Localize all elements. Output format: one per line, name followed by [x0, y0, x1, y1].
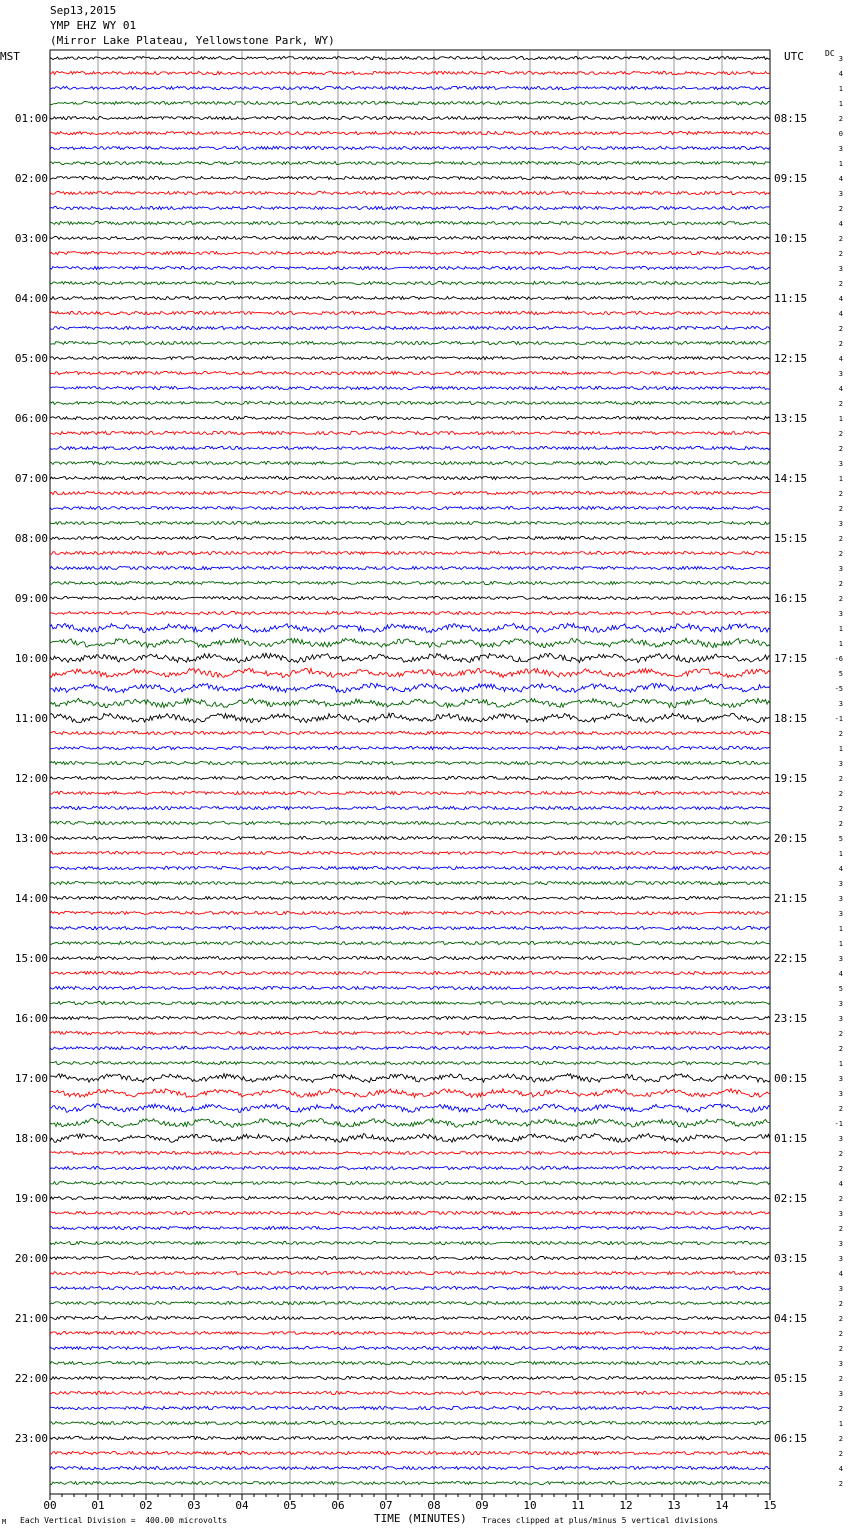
dc-offset-label: 3 [838, 190, 843, 198]
seismic-trace [50, 416, 770, 419]
dc-offset-label: 2 [838, 250, 843, 258]
left-hour-label: 12:00 [14, 772, 48, 785]
seismic-trace [50, 791, 770, 794]
dc-offset-label: 3 [838, 1135, 843, 1143]
seismic-trace [50, 101, 770, 104]
dc-offset-label: 3 [838, 760, 843, 768]
dc-offset-label: 2 [838, 1165, 843, 1173]
seismic-trace [50, 71, 770, 74]
left-hour-label: 10:00 [14, 652, 48, 665]
chart-header-location: (Mirror Lake Plateau, Yellowstone Park, WY) [50, 34, 335, 47]
seismic-trace [50, 176, 770, 179]
dc-offset-label: 2 [838, 730, 843, 738]
seismic-trace [50, 1061, 770, 1064]
dc-offset-label: 2 [838, 1375, 843, 1383]
right-hour-label: 15:15 [774, 532, 808, 545]
seismic-trace [50, 506, 770, 509]
seismic-trace [50, 536, 770, 539]
dc-offset-label: 1 [838, 940, 843, 948]
dc-offset-label: 2 [838, 1435, 843, 1443]
dc-offset-label: 3 [838, 610, 843, 618]
left-hour-label: 04:00 [14, 292, 48, 305]
seismic-trace [50, 1406, 770, 1409]
seismic-trace [50, 698, 770, 707]
dc-offset-label: 3 [838, 1285, 843, 1293]
seismic-trace [50, 476, 770, 479]
x-tick-label: 13 [667, 1499, 681, 1512]
left-hour-label: 21:00 [14, 1312, 48, 1325]
right-hour-label: 05:15 [774, 1372, 808, 1385]
dc-offset-label: 2 [838, 790, 843, 798]
dc-offset-label: 2 [838, 235, 843, 243]
right-hour-label: 08:15 [774, 112, 808, 125]
dc-offset-label: 2 [838, 1150, 843, 1158]
seismic-trace [50, 1016, 770, 1019]
seismic-trace [50, 776, 770, 779]
seismic-trace [50, 1346, 770, 1349]
dc-offset-label: 1 [838, 625, 843, 633]
dc-offset-label: 1 [838, 745, 843, 753]
right-hour-label: 18:15 [774, 712, 808, 725]
seismic-trace [50, 401, 770, 404]
left-hour-label: 22:00 [14, 1372, 48, 1385]
seismic-trace [50, 611, 770, 614]
seismic-trace [50, 521, 770, 524]
dc-offset-label: 3 [838, 1210, 843, 1218]
right-hour-label: 06:15 [774, 1432, 808, 1445]
left-timezone-label: MST [0, 50, 20, 63]
dc-offset-label: 2 [838, 1300, 843, 1308]
seismic-trace [50, 161, 770, 164]
dc-offset-label: 3 [838, 370, 843, 378]
dc-offset-label: 3 [838, 1090, 843, 1098]
dc-offset-label: 2 [838, 340, 843, 348]
left-hour-label: 13:00 [14, 832, 48, 845]
seismic-trace [50, 653, 770, 662]
dc-offset-label: 3 [838, 520, 843, 528]
dc-offset-label: 2 [838, 775, 843, 783]
left-hour-label: 11:00 [14, 712, 48, 725]
seismic-trace [50, 596, 770, 599]
dc-offset-label: -1 [834, 1120, 843, 1128]
left-hour-label: 09:00 [14, 592, 48, 605]
dc-offset-label: 2 [838, 1030, 843, 1038]
seismic-trace [50, 806, 770, 809]
dc-offset-label: 2 [838, 580, 843, 588]
seismic-trace [50, 941, 770, 944]
seismic-trace [50, 986, 770, 989]
dc-offset-label: 3 [838, 1360, 843, 1368]
seismic-trace [50, 731, 770, 734]
dc-offset-label: 2 [838, 400, 843, 408]
seismic-trace [50, 146, 770, 149]
seismic-trace [50, 131, 770, 134]
dc-offset-label: 2 [838, 1450, 843, 1458]
dc-offset-label: 4 [838, 1465, 843, 1473]
dc-offset-label: 2 [838, 1045, 843, 1053]
right-hour-label: 00:15 [774, 1072, 808, 1085]
dc-offset-label: 4 [838, 970, 843, 978]
dc-offset-label: 4 [838, 1270, 843, 1278]
right-hour-label: 11:15 [774, 292, 808, 305]
corner-mark: M [2, 1518, 7, 1526]
dc-offset-label: 3 [838, 1390, 843, 1398]
dc-offset-label: 2 [838, 1345, 843, 1353]
right-hour-label: 23:15 [774, 1012, 808, 1025]
dc-offset-label: 2 [838, 1105, 843, 1113]
seismic-trace [50, 491, 770, 494]
seismic-trace [50, 1119, 770, 1128]
seismic-trace [50, 971, 770, 974]
dc-offset-label: 4 [838, 310, 843, 318]
left-hour-label: 16:00 [14, 1012, 48, 1025]
right-hour-label: 09:15 [774, 172, 808, 185]
dc-offset-label: 3 [838, 880, 843, 888]
dc-offset-label: 3 [838, 895, 843, 903]
seismic-trace [50, 371, 770, 374]
right-hour-label: 13:15 [774, 412, 808, 425]
left-hour-label: 08:00 [14, 532, 48, 545]
x-tick-label: 00 [43, 1499, 57, 1512]
dc-offset-label: 4 [838, 295, 843, 303]
seismic-trace [50, 386, 770, 389]
seismic-trace [50, 116, 770, 119]
seismic-trace [50, 638, 770, 647]
seismic-trace [50, 551, 770, 554]
dc-offset-label: 2 [838, 205, 843, 213]
dc-offset-label: 3 [838, 700, 843, 708]
dc-offset-label: 2 [838, 595, 843, 603]
x-tick-label: 08 [427, 1499, 441, 1512]
x-tick-label: 14 [715, 1499, 729, 1512]
dc-offset-label: 4 [838, 385, 843, 393]
seismic-trace [50, 86, 770, 89]
x-tick-label: 01 [91, 1499, 105, 1512]
dc-offset-label: 1 [838, 100, 843, 108]
seismic-trace [50, 1196, 770, 1199]
seismic-trace [50, 1256, 770, 1259]
right-hour-label: 16:15 [774, 592, 808, 605]
seismic-trace [50, 1286, 770, 1289]
right-hour-label: 22:15 [774, 952, 808, 965]
seismic-trace [50, 668, 770, 677]
dc-offset-label: 3 [838, 145, 843, 153]
right-hour-label: 20:15 [774, 832, 808, 845]
dc-offset-label: 3 [838, 955, 843, 963]
right-hour-label: 01:15 [774, 1132, 808, 1145]
seismic-trace [50, 683, 770, 693]
seismic-trace [50, 191, 770, 194]
dc-offset-label: 2 [838, 430, 843, 438]
dc-offset-label: 4 [838, 175, 843, 183]
x-tick-label: 11 [571, 1499, 585, 1512]
left-hour-label: 20:00 [14, 1252, 48, 1265]
seismic-trace [50, 581, 770, 584]
seismic-trace [50, 1226, 770, 1229]
left-hour-label: 15:00 [14, 952, 48, 965]
left-hour-label: 01:00 [14, 112, 48, 125]
left-hour-label: 03:00 [14, 232, 48, 245]
left-hour-label: 07:00 [14, 472, 48, 485]
seismic-trace [50, 926, 770, 929]
dc-offset-label: 2 [838, 1315, 843, 1323]
left-hour-label: 18:00 [14, 1132, 48, 1145]
seismic-trace [50, 761, 770, 764]
left-hour-label: 14:00 [14, 892, 48, 905]
dc-offset-label: 2 [838, 115, 843, 123]
dc-column-label: DC [825, 49, 835, 58]
dc-offset-label: 3 [838, 565, 843, 573]
dc-offset-label: -5 [834, 685, 843, 693]
seismic-trace [50, 1031, 770, 1034]
seismic-trace [50, 281, 770, 284]
dc-offset-label: 3 [838, 1015, 843, 1023]
dc-offset-label: 3 [838, 1000, 843, 1008]
seismic-trace [50, 1361, 770, 1364]
left-hour-label: 23:00 [14, 1432, 48, 1445]
dc-offset-label: 2 [838, 1195, 843, 1203]
dc-offset-label: 4 [838, 1180, 843, 1188]
dc-offset-label: 4 [838, 220, 843, 228]
dc-offset-label: 4 [838, 865, 843, 873]
seismic-trace [50, 1451, 770, 1454]
right-hour-label: 12:15 [774, 352, 808, 365]
vertical-scale-note: Each Vertical Division = 400.00 microvolts [20, 1516, 228, 1525]
x-tick-label: 04 [235, 1499, 249, 1512]
seismic-trace [50, 1001, 770, 1004]
seismic-trace [50, 1466, 770, 1469]
x-axis-title: TIME (MINUTES) [374, 1512, 467, 1525]
right-hour-label: 02:15 [774, 1192, 808, 1205]
right-hour-label: 17:15 [774, 652, 808, 665]
x-tick-label: 03 [187, 1499, 201, 1512]
seismic-trace [50, 851, 770, 854]
x-tick-label: 15 [763, 1499, 777, 1512]
dc-offset-label: 2 [838, 1405, 843, 1413]
dc-offset-label: -1 [834, 715, 843, 723]
seismic-trace [50, 1481, 770, 1484]
dc-offset-label: 1 [838, 85, 843, 93]
seismic-trace [50, 911, 770, 914]
dc-offset-label: 1 [838, 415, 843, 423]
dc-offset-label: 2 [838, 1330, 843, 1338]
seismic-trace [50, 206, 770, 209]
seismic-trace [50, 356, 770, 359]
plot-frame [50, 50, 770, 1494]
right-timezone-label: UTC [784, 50, 804, 63]
seismic-trace [50, 341, 770, 344]
seismic-trace [50, 56, 770, 59]
seismic-trace [50, 431, 770, 434]
seismic-trace [50, 1181, 770, 1184]
dc-offset-label: 2 [838, 505, 843, 513]
dc-offset-label: 2 [838, 1225, 843, 1233]
dc-offset-label: 1 [838, 1420, 843, 1428]
dc-offset-label: 4 [838, 70, 843, 78]
dc-offset-label: 1 [838, 640, 843, 648]
dc-offset-label: 3 [838, 910, 843, 918]
seismic-trace [50, 1436, 770, 1439]
right-hour-label: 14:15 [774, 472, 808, 485]
dc-offset-label: 2 [838, 445, 843, 453]
seismic-trace [50, 446, 770, 449]
dc-offset-label: 1 [838, 925, 843, 933]
seismic-trace [50, 1316, 770, 1319]
seismic-trace [50, 296, 770, 299]
x-tick-label: 07 [379, 1499, 393, 1512]
dc-offset-label: 2 [838, 535, 843, 543]
seismic-trace [50, 1151, 770, 1154]
seismic-trace [50, 1074, 770, 1083]
seismic-trace [50, 623, 770, 632]
seismic-trace [50, 1301, 770, 1304]
dc-offset-label: 5 [838, 985, 843, 993]
seismic-trace [50, 251, 770, 254]
seismic-trace [50, 1211, 770, 1214]
seismic-trace [50, 1089, 770, 1098]
dc-offset-label: -6 [834, 655, 843, 663]
dc-offset-label: 2 [838, 325, 843, 333]
seismic-trace [50, 461, 770, 464]
left-hour-label: 19:00 [14, 1192, 48, 1205]
seismic-trace [50, 1421, 770, 1424]
dc-offset-label: 3 [838, 460, 843, 468]
right-hour-label: 10:15 [774, 232, 808, 245]
dc-offset-label: 2 [838, 820, 843, 828]
chart-header-station: YMP EHZ WY 01 [50, 19, 137, 32]
seismic-trace [50, 566, 770, 569]
x-tick-label: 10 [523, 1499, 537, 1512]
seismic-trace [50, 326, 770, 329]
dc-offset-label: 3 [838, 265, 843, 273]
seismic-trace [50, 896, 770, 899]
right-hour-label: 21:15 [774, 892, 808, 905]
seismic-trace [50, 1376, 770, 1379]
seismic-trace [50, 1241, 770, 1244]
right-hour-label: 03:15 [774, 1252, 808, 1265]
left-hour-label: 06:00 [14, 412, 48, 425]
dc-offset-label: 3 [838, 1255, 843, 1263]
dc-offset-label: 4 [838, 355, 843, 363]
left-hour-label: 02:00 [14, 172, 48, 185]
dc-offset-label: 1 [838, 850, 843, 858]
seismic-trace [50, 821, 770, 824]
dc-offset-label: 2 [838, 805, 843, 813]
chart-header-date: Sep13,2015 [50, 4, 117, 17]
x-tick-label: 12 [619, 1499, 633, 1512]
seismic-trace [50, 266, 770, 269]
seismic-trace [50, 1046, 770, 1049]
seismic-trace [50, 1166, 770, 1169]
seismic-trace [50, 956, 770, 959]
dc-offset-label: 2 [838, 1480, 843, 1488]
dc-offset-label: 3 [838, 1240, 843, 1248]
x-tick-label: 02 [139, 1499, 153, 1512]
seismic-trace [50, 1271, 770, 1274]
dc-offset-label: 2 [838, 280, 843, 288]
right-hour-label: 04:15 [774, 1312, 808, 1325]
dc-offset-label: 2 [838, 490, 843, 498]
seismic-trace [50, 221, 770, 224]
dc-offset-label: 2 [838, 550, 843, 558]
dc-offset-label: 3 [838, 1075, 843, 1083]
seismic-trace [50, 746, 770, 749]
clip-note: Traces clipped at plus/minus 5 vertical divisions [482, 1516, 719, 1525]
seismic-trace [50, 866, 770, 869]
seismic-trace [50, 881, 770, 884]
x-tick-label: 09 [475, 1499, 489, 1512]
seismic-trace [50, 1104, 770, 1113]
seismic-trace [50, 1331, 770, 1334]
dc-offset-label: 5 [838, 670, 843, 678]
dc-offset-label: 5 [838, 835, 843, 843]
x-tick-label: 06 [331, 1499, 345, 1512]
x-tick-label: 05 [283, 1499, 297, 1512]
left-hour-label: 17:00 [14, 1072, 48, 1085]
dc-offset-label: 1 [838, 1060, 843, 1068]
seismic-trace [50, 311, 770, 314]
seismic-trace [50, 1134, 770, 1143]
seismic-trace [50, 713, 770, 722]
seismic-trace [50, 1391, 770, 1394]
dc-offset-label: 0 [838, 130, 843, 138]
left-hour-label: 05:00 [14, 352, 48, 365]
dc-offset-label: 1 [838, 475, 843, 483]
seismic-trace [50, 836, 770, 839]
dc-offset-label: 1 [838, 160, 843, 168]
dc-offset-label: 3 [838, 55, 843, 63]
right-hour-label: 19:15 [774, 772, 808, 785]
seismic-trace [50, 236, 770, 239]
